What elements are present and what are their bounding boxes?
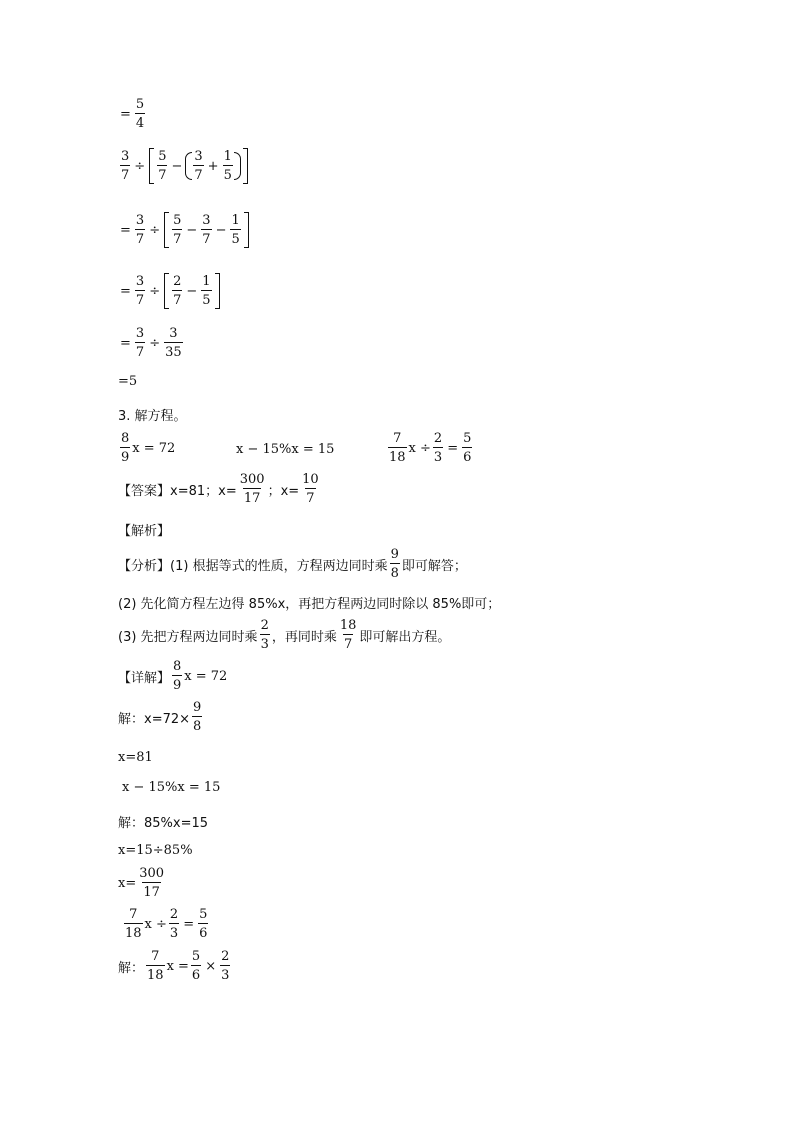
minus-sign: − [186,222,198,238]
fraction: $\frac{3}{7}$ [135,326,145,360]
fraction: $\frac{3}{7}$ [135,213,145,247]
equation-1: $\frac{8}{9}$ x = 72 [121,431,176,465]
fraction: $\frac{5}{6}$ [463,431,472,465]
equals-sign: = [120,335,131,351]
detail-line-4: x − 15%x = 15 [122,780,221,795]
equation-2: x − 15%x = 15 [236,442,335,457]
answer-label: 【答案】 [118,483,171,499]
divide-sign: ÷ [149,283,161,299]
fraction: $\frac{7}{18}$ [147,949,164,983]
fraction: $\frac{8}{9}$ [121,431,130,465]
answer-line: 【答案】 x=81；x= $\frac{300}{17}$ ；x= $\frac{10}{7}$ [118,472,319,506]
analysis-label: 【解析】 [118,524,171,539]
equals-sign: = [120,106,131,122]
square-bracket-group [149,148,248,184]
fraction: $\frac{5}{4}$ [135,97,145,131]
detail-label: 【详解】 [118,670,171,686]
fraction: $\frac{3}{7}$ [202,213,211,247]
fraction: $\frac{5}{6}$ [199,907,208,941]
detail-line-1: 【详解】 $\frac{8}{9}$ x = 72 [118,659,228,693]
minus-sign: − [215,222,227,238]
divide-sign: ÷ [149,222,161,238]
plus-sign: + [207,158,219,174]
detail-line-3: x=81 [118,750,153,765]
minus-sign: − [171,158,183,174]
fraction: $\frac{7}{18}$ [125,907,142,941]
fraction: $\frac{2}{7}$ [173,274,182,308]
fraction: $\frac{1}{5}$ [223,149,232,183]
fraction: $\frac{2}{3}$ [169,907,179,941]
detail-line-2: 解：x=72× $\frac{9}{8}$ [118,700,202,734]
fraction: $\frac{7}{18}$ [389,431,406,465]
analysis-sub-label: 【分析】 [118,558,171,574]
problem-2-step-1 [118,212,251,248]
square-bracket-group [164,212,249,248]
fraction: $\frac{1}{5}$ [202,274,211,308]
detail-line-6: x=15÷85% [118,843,193,858]
analysis-line-3: (3) 先把方程两边同时乘 $\frac{2}{3}$ ，再同时乘 $\frac{18}{7}$ 即可解出方程。 [118,618,451,652]
equals-sign: = [120,222,131,238]
problem-2-step-2 [118,273,222,309]
analysis-line-1: 【分析】 (1) 根据等式的性质，方程两边同时乘 $\frac{9}{8}$ 即可解答； [118,547,467,581]
problem-2-expression [118,148,250,184]
fraction: $\frac{5}{6}$ [191,949,201,983]
detail-line-7: x= $\frac{300}{17}$ [118,866,165,900]
fraction: $\frac{8}{9}$ [173,659,182,693]
fraction: $\frac{300}{17}$ [139,866,165,900]
fraction: $\frac{3}{7}$ [194,149,203,183]
fraction: $\frac{3}{7}$ [135,274,145,308]
fraction: $\frac{3}{35}$ [165,326,182,360]
parenthesis-group [185,150,240,182]
divide-sign: ÷ [149,335,161,351]
fraction: $\frac{9}{8}$ [390,547,399,581]
fraction: $\frac{5}{7}$ [173,213,182,247]
minus-sign: − [186,283,198,299]
divide-sign: ÷ [134,158,146,174]
fraction: $\frac{3}{7}$ [121,149,130,183]
problem-2-step-3 [118,327,185,359]
fraction: $\frac{1}{5}$ [231,213,240,247]
analysis-line-2: (2) 先化简方程左边得 85%x，再把方程两边同时除以 85%即可； [118,597,501,612]
fraction: $\frac{300}{17}$ [239,472,265,506]
fraction: $\frac{9}{8}$ [193,700,202,734]
fraction: $\frac{2}{3}$ [433,431,443,465]
detail-line-8: $\frac{7}{18}$ x ÷ $\frac{2}{3}$ = $\frac{5}{6}$ [125,907,208,941]
section-3-title: 3. 解方程。 [118,409,187,424]
detail-line-5: 解：85%x=15 [118,816,209,831]
detail-line-9: 解： $\frac{7}{18}$ x = $\frac{5}{6}$ × $\frac{2}{3}$ [118,949,230,983]
fraction: $\frac{2}{3}$ [260,618,269,652]
step-result-line [118,98,147,130]
equation-3: $\frac{7}{18}$ x ÷ $\frac{2}{3}$ = $\frac{5}{6}$ [389,431,472,465]
square-bracket-group [164,273,219,309]
fraction: $\frac{2}{3}$ [221,949,230,983]
problem-2-result: =5 [118,374,138,389]
fraction: $\frac{5}{7}$ [158,149,167,183]
fraction: $\frac{10}{7}$ [302,472,319,506]
equals-sign: = [120,283,131,299]
fraction: $\frac{18}{7}$ [339,618,357,652]
